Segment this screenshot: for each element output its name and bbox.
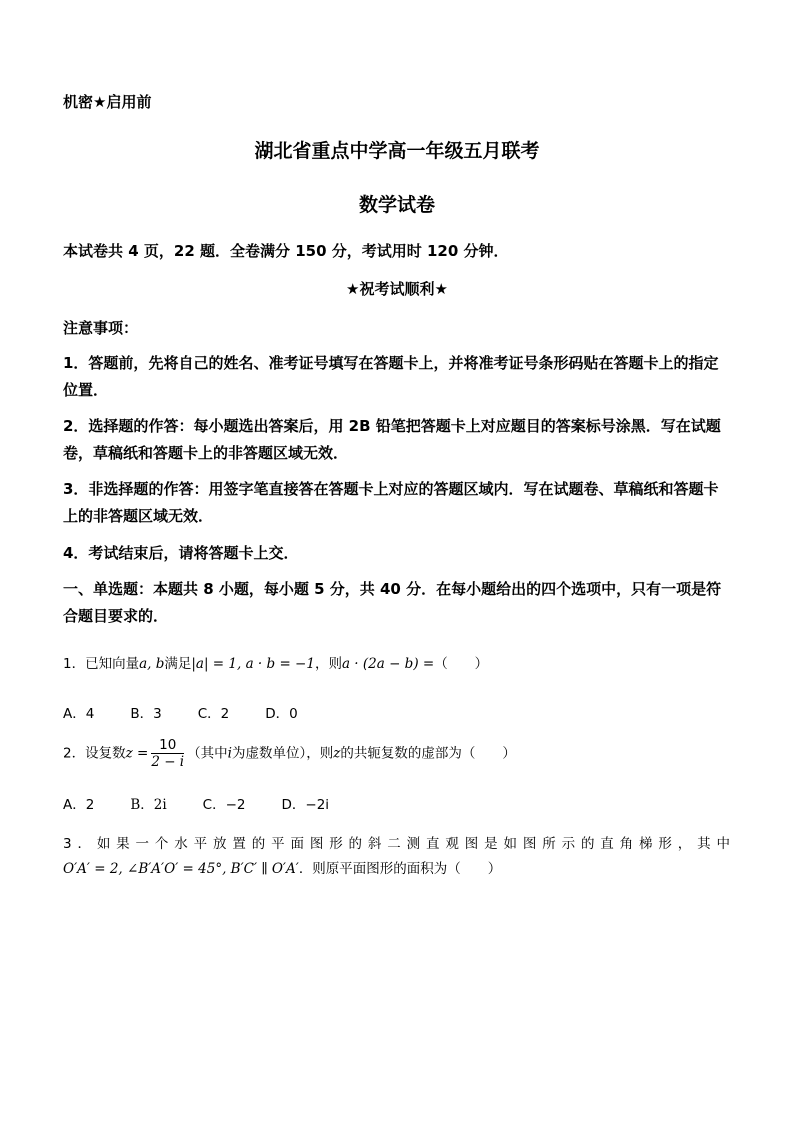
note-item-3: 3．非选择题的作答：用签字笔直接答在答题卡上对应的答题区域内．写在试题卷、草稿纸和答题卡上的非答题区域无效． (63, 480, 719, 525)
q1-option-b: B．3 (130, 706, 162, 722)
q1-expression: a · (2a − b) = (341, 656, 435, 672)
q2-i-var: i (227, 745, 232, 762)
q3-math: O′A′ = 2, ∠B′A′O′ = 45°, B′C′ ∥ O′A′ (63, 861, 299, 877)
q2-frac-num: 10 (151, 737, 184, 754)
q2-options (63, 793, 365, 813)
q2-z-var: z (333, 745, 341, 762)
q1-paren: （ ） (434, 656, 489, 672)
q2-z-eq: z = (125, 745, 149, 762)
q2-text-mid: （其中 (187, 745, 228, 762)
confidential-label: 机密★启用前 (63, 93, 152, 111)
note-item-2: 2．选择题的作答：每小题选出答案后，用 2B 铅笔把答题卡上对应题目的答案标号涂黑．写在试题卷，草稿纸和答题卡上的非答题区域无效． (63, 417, 721, 462)
q2-frac-den: 2 − i (151, 754, 185, 770)
good-luck-line: ★祝考试顺利★ (346, 280, 448, 298)
q2-option-d: D．−2i (281, 797, 330, 813)
q1-vectors: a, b (139, 656, 165, 672)
q1-option-a: A．4 (63, 706, 95, 722)
note-item-4: 4．考试结束后，请将答题卡上交． (63, 544, 299, 562)
note-item-1: 1．答题前，先将自己的姓名、准考证号填写在答题卡上，并将准考证号条形码贴在答题卡上的指定位置． (63, 354, 719, 399)
q2-text-end: 的共轭复数的虚部为（ ） (340, 745, 516, 762)
q1-prefix: 1．已知向量 (63, 656, 140, 672)
question-3-line1: 3．如果一个水平放置的平面图形的斜二测直观图是如图所示的直角梯形，其中 (63, 836, 731, 852)
question-1 (63, 652, 488, 672)
q2-fraction (151, 737, 184, 770)
exam-info: 本试卷共 4 页，22 题．全卷满分 150 分，考试用时 120 分钟． (63, 242, 509, 260)
question-2 (63, 737, 516, 770)
q1-option-d: D．0 (265, 706, 298, 722)
q1-cond-word: 满足 (164, 656, 192, 672)
q3-line2-end: ．则原平面图形的面积为（ ） (298, 861, 502, 877)
section-heading: 一、单选题：本题共 8 小题，每小题 5 分，共 40 分．在每小题给出的四个选项中，只有一项是符合题目要求的． (63, 580, 722, 625)
q1-option-c: C．2 (197, 706, 230, 722)
q1-options (63, 702, 334, 722)
q2-text-mid2: 为虚数单位），则 (231, 745, 334, 762)
notes-heading: 注意事项： (63, 319, 139, 337)
question-3-line2 (63, 857, 501, 877)
q2-option-a: A．2 (63, 797, 95, 813)
q2-prefix: 2．设复数 (63, 745, 126, 762)
q2-option-b: B．2i (130, 797, 167, 813)
q2-option-c: C．−2 (202, 797, 246, 813)
q1-ask-word: ，则 (314, 656, 342, 672)
q1-condition: |a| = 1, a · b = −1 (191, 656, 315, 672)
exam-subtitle: 数学试卷 (358, 194, 435, 216)
exam-title: 湖北省重点中学高一年级五月联考 (254, 140, 540, 162)
